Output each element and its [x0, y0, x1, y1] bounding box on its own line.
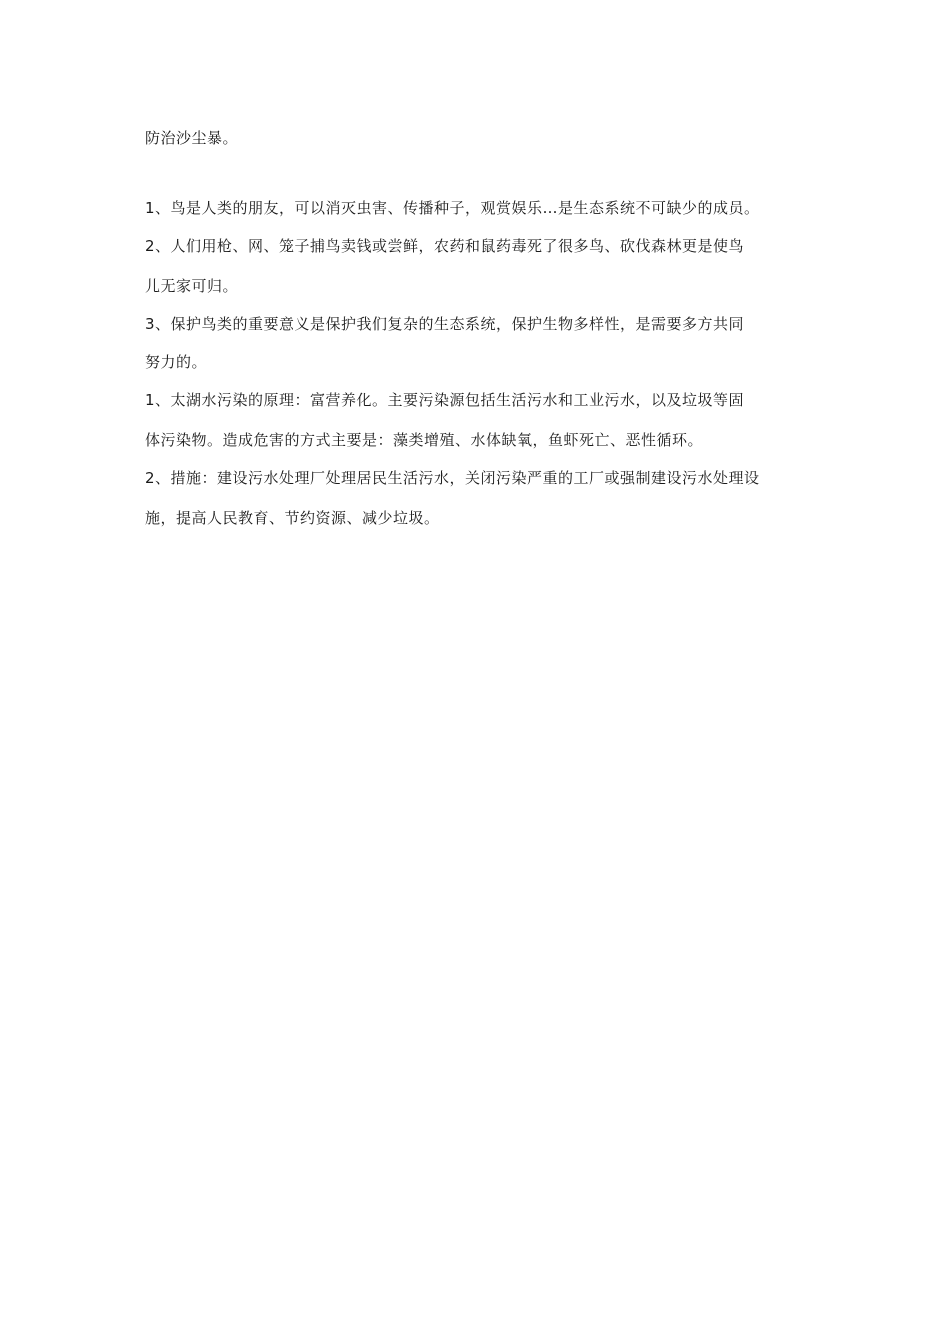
text-line: 体污染物。造成危害的方式主要是：藻类增殖、水体缺氧，鱼虾死亡、恶性循环。: [145, 431, 704, 449]
text-line: 1、鸟是人类的朋友，可以消灭虫害、传播种子，观赏娱乐…是生态系统不可缺少的成员。: [145, 199, 760, 217]
text-line: 努力的。: [145, 353, 208, 371]
text-line: 施，提高人民教育、节约资源、减少垃圾。: [145, 509, 440, 527]
text-line: 儿无家可归。: [145, 277, 239, 295]
text-line: 3、保护鸟类的重要意义是保护我们复杂的生态系统，保护生物多样性，是需要多方共同: [145, 315, 745, 333]
text-line: 2、措施：建设污水处理厂处理居民生活污水，关闭污染严重的工厂或强制建设污水处理设: [145, 469, 760, 487]
text-line: 防治沙尘暴。: [145, 129, 239, 147]
text-line: 2、人们用枪、网、笼子捕鸟卖钱或尝鲜，农药和鼠药毒死了很多鸟、砍伐森林更是使鸟: [145, 237, 745, 255]
text-line: 1、太湖水污染的原理：富营养化。主要污染源包括生活污水和工业污水，以及垃圾等固: [145, 391, 745, 409]
